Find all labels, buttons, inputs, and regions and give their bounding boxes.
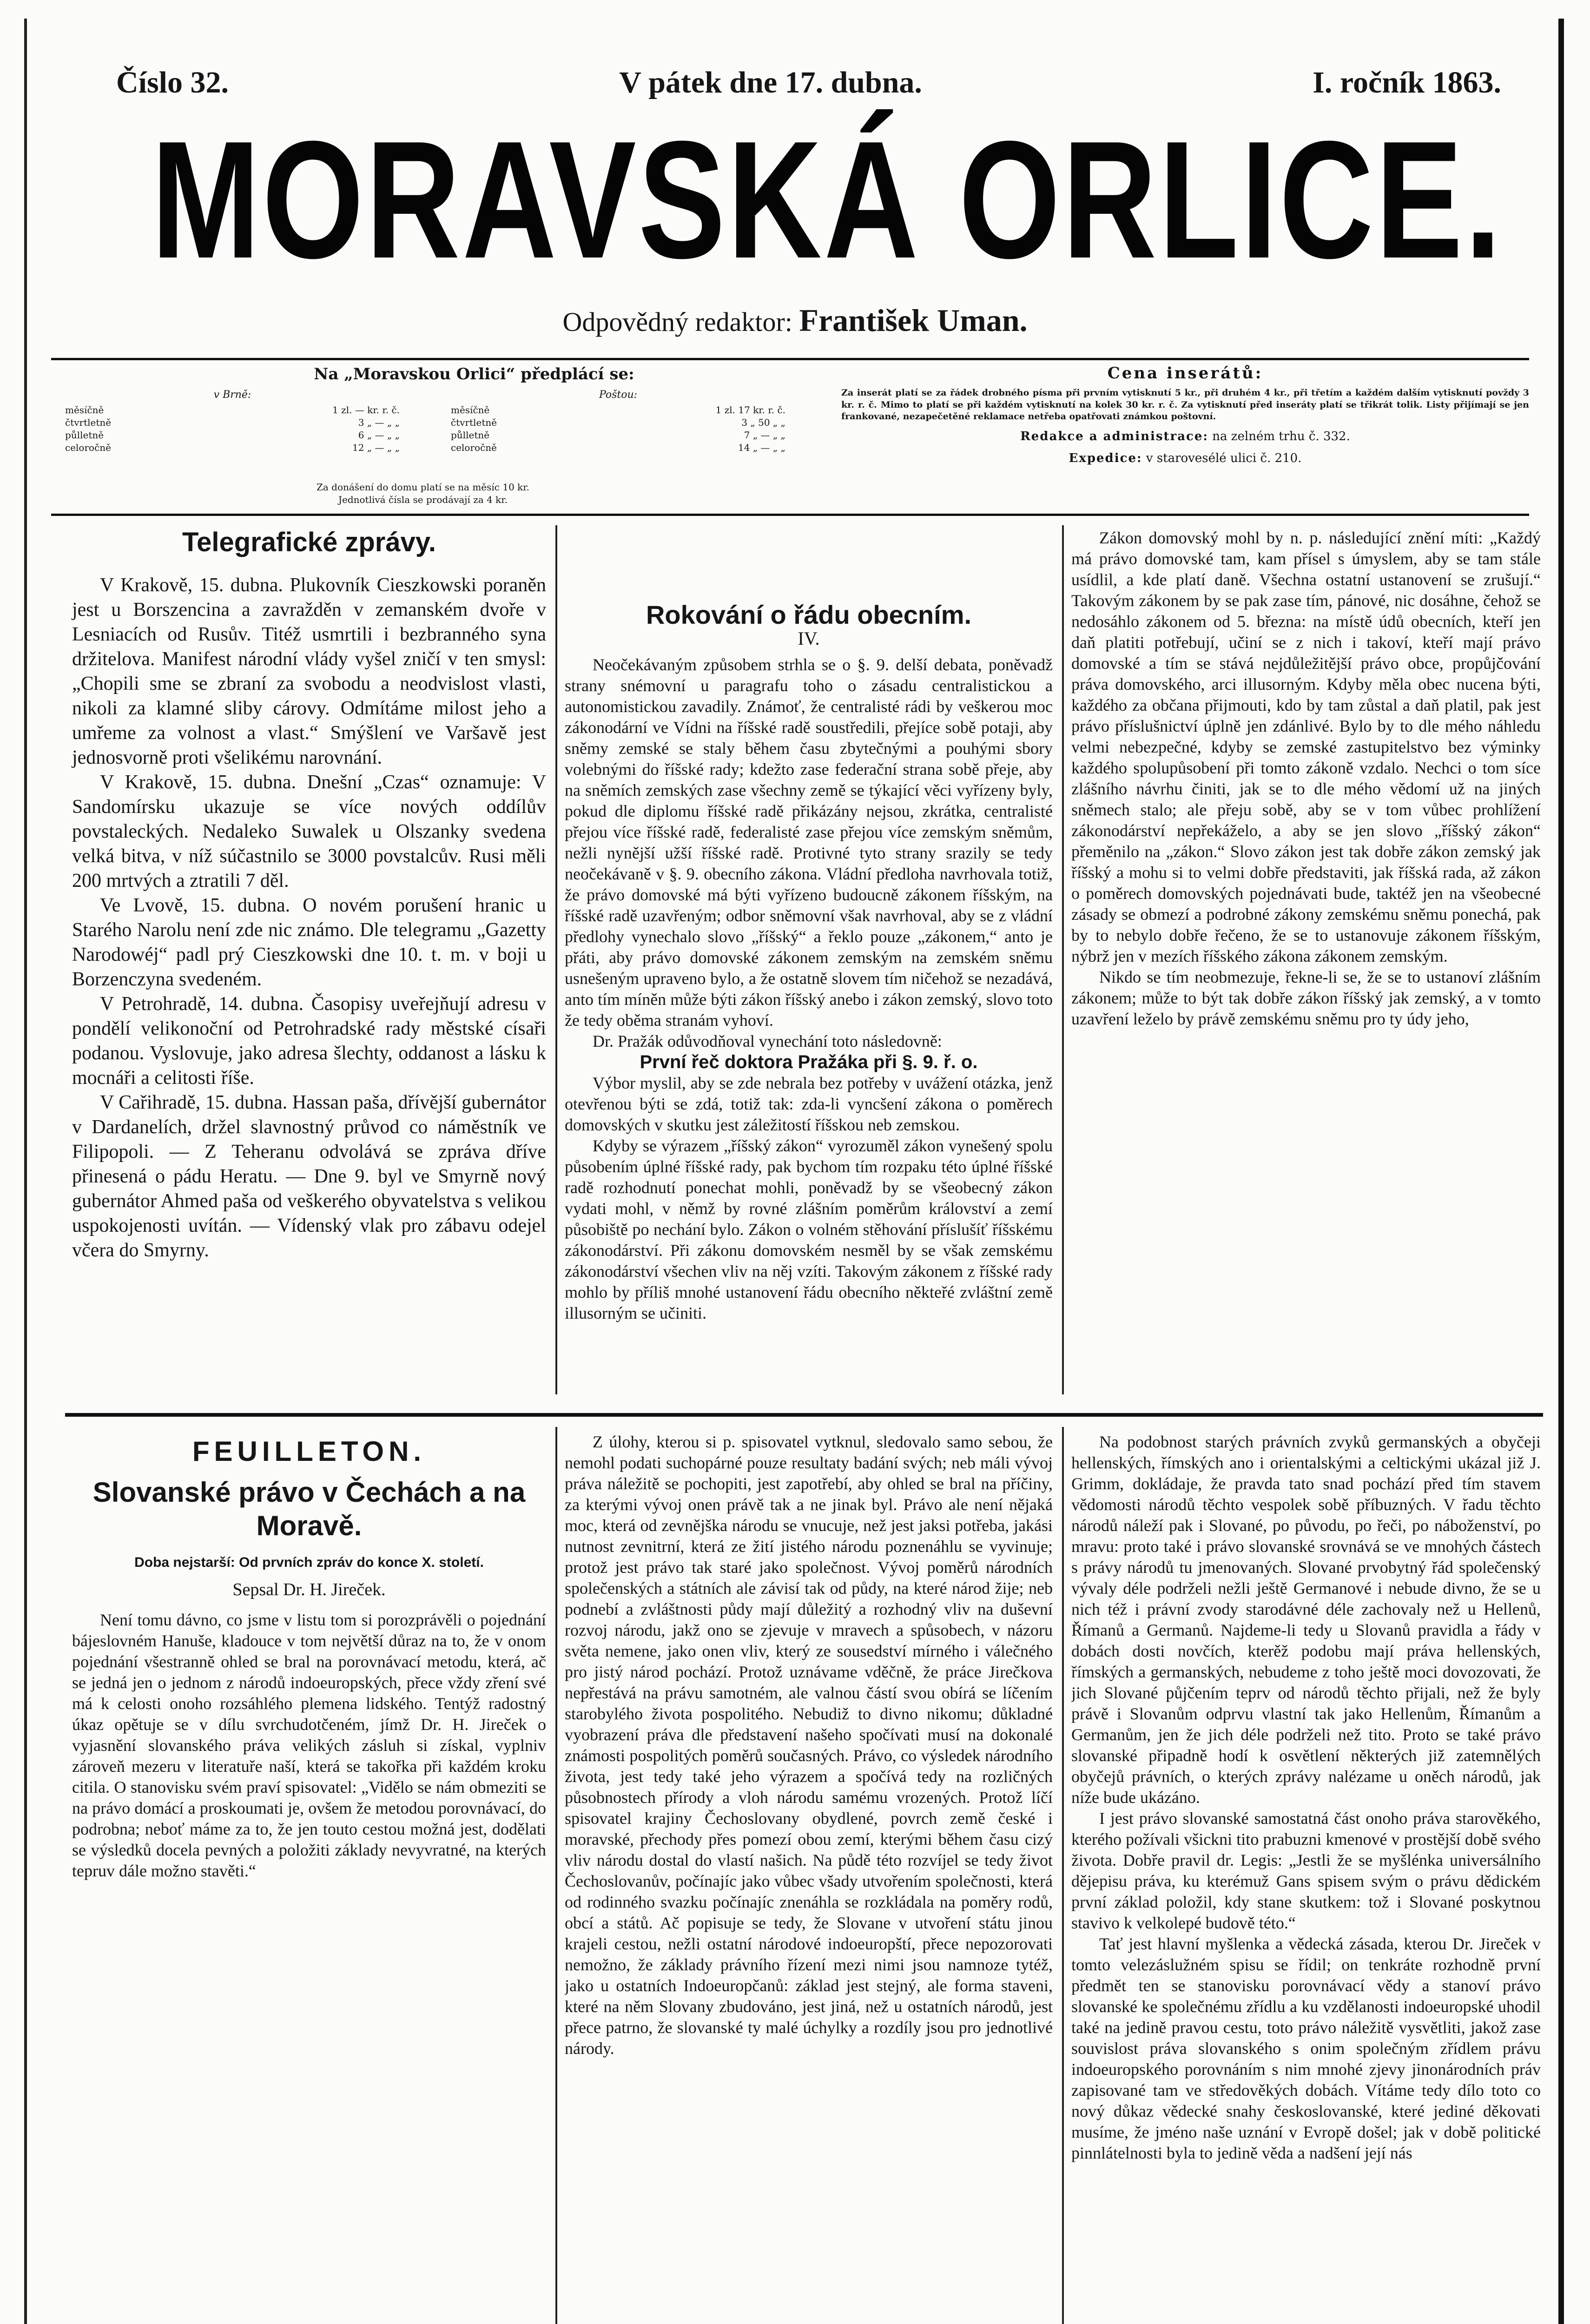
ads-text: Za inserát platí se za řádek drobného písma při prvním vytisknutí 5 kr., při druhém 4 kr., při třetím a každém dalším vytisknutí povždy 3 kr. r. č. Mimo to platí se při každém vytisknutí na kolek 30 kr. r. č. Za vytisknutí před inseráty platí se třikrát tolik. Listy přijímají se jen frankované, nezapečetěné reklamace netřeba opatřovati známkou poštovní. <box>841 387 1529 422</box>
office-label: Redakce a administrace: <box>1020 429 1209 443</box>
feuilleton-para: I jest právo slovanské samostatná část onoho práva starověkého, kterého požívali všickni tito prabuzni kmenové v prostější době svého života. Dobře pravil dr. Legis: „Jestli že se myšlénka universálního dějepisu práva, ku kterémuž Gans spisem svým o právu dědickém první základ položil, kdy stane skutkem: tož i Slované poskytnou stavivo k velkolepé budově této.“ <box>1071 1809 1541 1932</box>
editor-line <box>0 302 1590 339</box>
subscription-row: měsíčně 1 zl. 17 kr. r. č. <box>451 404 785 416</box>
column-divider <box>1062 525 1064 1394</box>
rokovani-continuation-column <box>1071 528 1541 1394</box>
feuilleton-para: Tať jest hlavní myšlenka a vědecká zásada, kterou Dr. Jireček v tomto velezáslužném spisu se řídil; on tenkráte rozhodně první předmět ten se stanovisku porovnávací vědy a stanoví právo slovanské ke společnému zřídlu a ku vzdělanosti indoeuropské uhodil také na jedině pravou cestu, toto právo náležitě vysvětliti, jakož zase souvislost práva slovanského s onim společným zřídlem právu indoeuropského porovnáním s nim mnohé zjevy jinonárodních práv zapisované tam ve středověkých dobách. Vítáme tedy dílo toto co nový důkaz vědecké snahy českoslovanské, které jediné děkovati musíme, že jméno naše uznání v Evropě došel; jak v době politické pinnlátelnosti byla to jedině věda a nadšení její nás <box>1071 1934 1541 2162</box>
telegram-krakov-2: V Krakově, 15. dubna. Dnešní „Czas“ oznamuje: V Sandomírsku ukazuje se více nových oddílův povstaleckých. Nedaleko Suwalek u Olszanky svedena velká bitva, v níž súčastnilo se 3000 povstalcův. Rusi měli 200 mrtvých a ztratili 7 děl. <box>72 772 546 891</box>
subscription-row: měsíčně 1 zl. — kr. r. č. <box>65 404 400 416</box>
telegrams-column <box>72 525 546 1394</box>
feuilleton-para: Není tomu dávno, co jsme v listu tom si porozprávěli o pojednání bájeslovném Hanuše, kladouce v tom největší důraz na to, že v onom pojednání všestranně ohled se bral na porovnávací metodu, která, ač se jedná jen o jednom z národů indoeuropských, přece vždy zření své má k celosti onoho rozsáhlého plemena lidského. Tentýž radostný úkaz opětuje se v dílu svrchudotčeném, jímž Dr. H. Jireček o vyjasnění slovanského práva velikých zásluh si získal, vyplniv zároveň mezeru v literatuře naší, která se takořka při každém kroku citila. O stanovisku svém praví spisovatel: „Vidělo se nám obmeziti se na právo domácí a proskoumati je, ovšem že metodou porovnávací, do podrobna; neboť máme za to, že jen touto cestou možná jest, dodělati se výsledků docela pevných a položiti základy nevyvratné, na kterých tepruv dále možno stavěti.“ <box>72 1611 546 1880</box>
telegrams-heading: Telegrafické zprávy. <box>182 527 436 557</box>
issue-date: V pátek dne 17. dubna. <box>619 66 922 99</box>
subscription-row: čtvrtletně 3 „ 50 „ „ <box>451 416 785 428</box>
telegram-carihrad: V Cařihradě, 15. dubna. Hassan paša, dřívější gubernátor v Dardanelích, držel slavnostný průvod co náměstník ve Filipopoli. — Z Teheranu odvolává se zpráva dříve přinesená o pádu Heratu. — Dne 9. byl ve Smyrně nový gubernátor Ahmed paša od veškerého obyvatelstva s velikou uspokojenosti uvítán. — Vídenský vlak pro zábavu odejel včera do Smyrny. <box>72 1092 546 1261</box>
telegram-krakov-1: V Krakově, 15. dubna. Plukovník Cieszkowski poraněn jest u Borszencina a zavražděn v zemanském dvoře v Lesniacích od Rusův. Titéž usmrtili i bezbranného syna držitelova. Manifest národní vlády vyšel zničí v ten smysl: „Chopili sme se zbraní za svobodu a neodvislost vlasti, nikoli za klamné sliby cárovy. Odmítáme milost jeho a umřeme za volnost a vlast.“ Smýšlení ve Varšavě jest jednosvorně proti všelikému narovnání. <box>72 574 546 768</box>
rokovani-numeral: IV. <box>798 628 820 649</box>
issue-number: Číslo 32. <box>116 66 229 99</box>
expedition-line <box>841 450 1529 467</box>
volume-year: I. ročník 1863. <box>1313 66 1501 99</box>
delivery-note: Za donášení do domu platí se na měsíc 10 kr. <box>316 482 529 493</box>
subscription-post-header: Poštou: <box>599 389 638 401</box>
feuilleton-subtitle: Doba nejstarší: Od prvních zpráv do konce X. století. <box>134 1555 484 1570</box>
subscription-brno <box>65 388 400 454</box>
page-edge-left <box>24 19 27 2324</box>
rokovani-para: Výbor myslil, aby se zde nebrala bez potřeby v uvážení otázka, jenž otevřenou býti se zdá, totiž tak: zda-li vyncšení zákona o poměrech domovských v skutku jest záležitostí říšskou neb zemskou. <box>565 1074 1053 1134</box>
expedition-address: v starovesélé ulici č. 210. <box>1146 451 1302 465</box>
subscription-title: Na „Moravskou Orlici“ předplácí se: <box>314 365 634 383</box>
subscription-post <box>451 388 785 454</box>
subscription-box <box>51 360 813 514</box>
rokovani-para: Kdyby se výrazem „říšský zákon“ vyrozuměl zákon vynešený spolu působením úplné říšské rady, pak bychom tím rozpaku této úplné říšské radě rozhodnutí ponechat mohli, poněvadž by se všeobecný zákon vydati mohl, v němž by rovné zlášním poměrům království a zemí působiště po nechání bylo. Zákon o volném stěhování příslušíť říšskému zákonodárství. Při zákonu domovském nesměl by se však zemskému zákonodárství všechen vliv na něj vzíti. Takovým zákonem z říšské rady mohlo by příliš mnohé ustanovení řádu obecního někteřé zvláštní země illusorným se učiniti. <box>565 1136 1053 1322</box>
feuilleton-column-2 <box>565 1432 1053 2324</box>
editor-label: Odpovědný redaktor: <box>562 307 792 337</box>
feuilleton-para: Na podobnost starých právních zvyků germanských a obyčeji hellenských, římských ano i orientalskými a celtickými ukázal již J. Grimm, dokládaje, že pravda tato snad pochází před tím stavem vědomosti národů těchto vespolek sobě příbuzných. V řadu těchto národů náleží pak i Slované, po původu, po řeči, po náboženství, po mravu: proto také i právo slovanské srovnává se ve mnohých částech s právy národů tu jmenovaných. Slované prvobytný řád společenský vývaly déle podrželi nežli ještě Germanové i nebude divno, že se u nich též i právní zvody starodávné déle zachovaly než u Hellenů, Římanů a Germanů. Najdeme-li tedy u Slovanů pravidla a řády v dobách dosti novčích, kterěž podobu mají práva hellenských, římských a germanských, nebudeme z toho ještě moci dovozovati, že jich Slované půjčením teprv od národů těchto přijali, než že byly právě i Slovanům odprvu vlastní tak jako Hellenům, Římanům a Germanům, jen že jich déle podrželi než tito. Proto se také právo slovanské připadně hodí k osvětlení některých již zatemnělých obyčejů právních, o kterých zprávy nalézame u oněch národů, jak níže bude ukázáno. <box>1071 1433 1541 1807</box>
info-band <box>51 358 1529 516</box>
rokovani-column <box>565 530 1053 1394</box>
rokovani-heading: Rokování o řádu obecním. <box>646 600 972 629</box>
editor-name: František Uman. <box>799 303 1028 338</box>
feuilleton-title: Slovanské právo v Čechách a na Moravě. <box>92 1477 526 1541</box>
feuilleton-label: FEUILLETON. <box>192 1436 426 1467</box>
ads-title: Cena inserátů: <box>1107 364 1263 383</box>
single-copy-note: Jednotlivá čísla se prodávají za 4 kr. <box>338 494 508 505</box>
rokovani-para: Nikdo se tím neobmezuje, řekne-li se, že se to ustanoví zlášním zákonem; může to být tak dobře zákon říšský jak zemský, a v tomto uzavření leželo by právě zemskému sněmu pro ty údy jeho, <box>1071 968 1541 1028</box>
rokovani-para: Neočekávaným způsobem strhla se o §. 9. delší debata, poněvadž strany snémovní u paragrafu toho o zásadu centralistickou a autonomistickou zavadily. Známoť, že centralisté rádi by veškerou moc zákonodární ve Vídni na říšské radě soustředili, přejíce sobě potaji, aby sněmy zemské se staly během času zbytečnými a pouhými sbory volebnými do říšské rady; kdežto zase federační strana sobě přeje, aby na sněmích zemských zase všechny země se týkající věci vyřízeny byly, pokud dle diplomu říšské radě přikázány nejsou, zkrátka, centralisté přejou více říšské radě, federalisté zase přejou více zemským sněmům, nežli nynější užší říšské radě. Protivné tyto strany srazily se tedy neočekávaně v §. 9. obecního zákona. Vládní předloha navrhovala totiž, že právo domovské má býti vyřízeno budoucně zákonem říšským, na říšské radě uzavřeným; odbor sněmovní však navrhoval, aby se z vládní předlohy vynechalo slovo „říšský“ a řeklo pouze „zákonem,“ anto je přáti, aby právo domovské zákonem zemským na zemském sněmu usnešeným upraveno bylo, a že ostatně slovem tím ničehož se nezadává, anto tím míněn může býti zákon říšský anebo i zákon zemský, slovo toto že tedy oběma stranám vyhoví. <box>565 655 1053 1030</box>
subscription-row: půlletně 6 „ — „ „ <box>65 429 400 441</box>
feuilleton-para: Z úlohy, kterou si p. spisovatel vytknul, sledovalo samo sebou, že nemohl podati suchopárné pouze resultaty badání svých; neb máli vývoj práva náležitě se pochopiti, jest zapotřebí, aby ohled se bral na příčiny, za kterými vývoj onen právě tak a ne jinak byl. Právo ale není nějaká moc, která od zevnějška národu se vnucuje, než jest jaksi potřeba, jakási nutnost zevnitrní, která ze žití jistého národu poznenáhlu se vyvinuje; protož jest právo tak staré jako společnost. Vývoj poměrů národních společenských a státních ale závisí tak od půdy, na které národ žije; neb podnebí a zvláštnosti půdy mají důležitý a rozhodný vliv na duševní rozvoj národu, jakž ono se zjevuje v mravech a spůsobech, v názoru světa nemene, jako onen vliv, který ze sousedství mírného i válečného pro jistý národ pochází. Protož uznávame vděčně, že práce Jirečkova nepřestává na právu samotném, ale valnou částí svou obírá se líčením starobylého života pospolitého. Nebudiž to divno nikomu; důkladné vyobrazení práva dle představení našeho spočívati musí na dokonalé známosti pospolitých poměrů současných. Právo, co výsledek národního života, jest tedy také jeho výrazem a spočívá tedy na rozličných působnostech přírody a vloh národu samému vrozených. Protož líčí spisovatel krajiny Čechoslovany obydlené, povrch země české i moravské, přechody přes pomezí obou zemí, kterými během času cizý vliv národu dostal do vlastí našich. Na půdě této rozvíjel se tedy život Čechoslovanův, počínajíc jako vůbec všady utvořením společnosti, která od rodinného svazku počínajíc znenáhla se rozkládala na poměry rodů, obcí a států. Ač popisuje se tedy, že Slovane v utvoření státu jinou krajeli cestou, nežli ostatní národové indoeuropští, přece nepozorovati nemožno, že základy právního řízení mezi nimi jsou namnoze tytéž, jako u ostatních Indoeuropčanů: základ jest stejný, ale forma staveni, které na něm Slovany zbudováno, jest jiná, než u ostatních národů, jest přece patrno, že slovanské ty malé úchylky a rozdíly jsou pro jednotlivé národy. <box>565 1433 1053 2058</box>
subscription-row: čtvrtletně 3 „ — „ „ <box>65 416 400 428</box>
rokovani-para: Zákon domovský mohl by n. p. následující znění míti: „Každý má právo domovské tam, kam přísel s úmyslem, aby se tam stále usídlil, a kde platí daně. Všechna ostatní ustanovení se zrušují.“ Takovým zákonem by se pak zase tím, pánové, nic dosáhne, čehož se nedosáhlo zákonem od 5. března: na místě údů obecních, kteří jen daň platiti potřebují, učiní se z nich i takoví, kteří mají právo domovské a tím se stává nejdůležitější právo obce, propůjčování práva domovského, arci illusorným. Kdyby měla obec nucena býti, každého za občana přijmouti, kdo by tam zůstal a daň platil, pak jest právo příslušnictví úplně jen zdánlivé. Bylo by to dle mého náhledu velmi nebezpečné, kdyby se zemské zastupitelstvo bez výminky každého spolupůsobení při tomto zákoně vzdalo. Nechci o tom síce zlášního návrhu činiti, jak se to dle mého vědomí už na jiných sněmech stalo; ale přeju sobě, aby se v tom vůbec prohlížení zákonodárství nepřekáželo, a aby se jen slovo „říšský zákon“ přeměnilo na „zákon.“ Slovo zákon jest tak dobře zákon zemský jak říšský a mohu si to velmi dobře představiti, jak říšská rada, až zákon o poměrech domovských pojednávati bude, taktéž jen na všeobecné zásady se obmezí a podrobné zákony zemskému sněmu ponechá, pak by to nebylo dobře řečeno, že se to ustanovuje zákonem říšským, nýbrž jen v mezích říšského zákona zákonem zemským. <box>1071 528 1541 965</box>
feuilleton-rule <box>65 1413 1543 1417</box>
feuilleton-author: Sepsal Dr. H. Jireček. <box>232 1580 386 1599</box>
telegram-lvov: Ve Lvově, 15. dubna. O novém porušení hranic u Starého Narolu není zde nic známo. Dle telegramu „Gazetty Narodowéj“ padl prý Cieszkowski dne 10. t. m. v boji u Borzenczyna svedeném. <box>72 895 546 990</box>
office-line <box>841 429 1529 445</box>
ads-box <box>841 360 1529 514</box>
rokovani-para: Dr. Pražák odůvodňoval vynechání toto následovně: <box>593 1032 942 1050</box>
column-divider <box>555 525 557 1394</box>
subscription-row: celoročně 14 „ — „ „ <box>451 442 785 453</box>
subscription-notes <box>191 481 655 506</box>
subscription-row: půlletně 7 „ — „ „ <box>451 429 785 441</box>
subscription-row: celoročně 12 „ — „ „ <box>65 442 400 453</box>
feuilleton-column-3 <box>1071 1432 1541 2324</box>
prazak-speech-heading: První řeč doktora Pražáka při §. 9. ř. o. <box>640 1052 978 1072</box>
page-edge-right <box>1558 19 1564 2324</box>
subscription-brno-header: v Brně: <box>213 389 251 401</box>
telegram-petrohrad: V Petrohradě, 14. dubna. Časopisy uveřejňují adresu v pondělí velikonoční od Petrohradské rady městské císaři podanou. Vyslovuje, jako adresa šlechty, oddanost a lásku k mocnáři a celitosti říše. <box>72 993 546 1089</box>
column-divider <box>555 1427 557 2324</box>
newspaper-title: MORAVSKÁ ORLICE. <box>151 106 1504 293</box>
office-address: na zelném trhu č. 332. <box>1212 429 1350 443</box>
column-divider <box>1062 1427 1064 2324</box>
expedition-label: Expedice: <box>1069 451 1142 465</box>
masthead-info-line <box>116 65 1501 100</box>
feuilleton-column-1 <box>72 1432 546 2324</box>
